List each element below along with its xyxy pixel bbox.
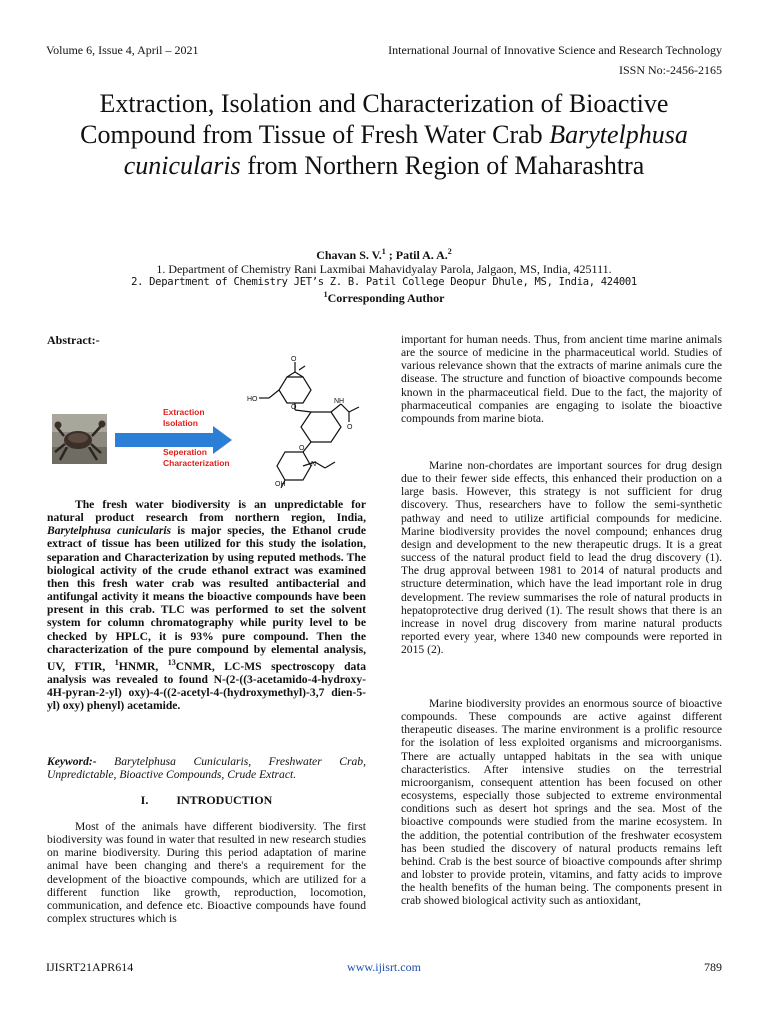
right-paragraph-3: Marine biodiversity provides an enormous source of bioactive compounds. These compounds are active against different therapeutic diseases. The marine environment is a prolific resource for the isolation of less exploited organisms and microorganisms. There are actually untapped habitats in the sea with unique characteristics. After intensive studies on the terrestrial microorganism, consequent attention has been focused on other ecosystems, especially those subjected to extreme environmental conditions such as desert hot springs and the sea. Most of the bioactive compounds were studied from the marine ecosystem. In the addition, the potential contribution of the freshwater ecosystem has been studied the discovery of natural products remains left behind. Crab is the best source of bioactive compounds after shrimp and lobster to provide protein, vitamins, and fatty acids to improve the health benefits of the human being. The components present in crab showed biological activity such as antioxidant, (401, 697, 722, 908)
crab-photo (52, 414, 107, 464)
page-number: 789 (704, 960, 722, 974)
title-part2: from Northern Region of Maharashtra (240, 151, 645, 180)
right-col-paragraph-1 (401, 333, 722, 425)
right-paragraph-1: important for human needs. Thus, from ancient time marine animals are the source of medicine in the pharmaceutical world. Studies of various relevance shown that the extracts of marine animals cure the disease. The structure and function of bioactive compounds become known in the pharmaceutical field. Due to the fact, the majority of pharmaceutical companies are engaging to isolate the bioactive compounds from marine biota. (401, 333, 722, 425)
journal-url[interactable]: www.ijisrt.com (347, 960, 421, 974)
arrow-label-characterization: Characterization (163, 458, 230, 468)
issn: ISSN No:-2456-2165 (618, 63, 722, 77)
keywords (47, 755, 366, 781)
abstract-end: CNMR, LC-MS spectroscopy data analysis was revealed to found N-(2-((3-acetamido-4-hydroxy-4H-pyran-2-yl) oxy)-4-((2-acetyl-4-(hydroxymethyl)-3,7 dien-5-yl) oxy) phenyl) acetamide. (47, 659, 366, 713)
title-species: Barytelphusa cunicularis (123, 120, 688, 180)
arrow-label-separation: Seperation (163, 447, 207, 457)
mol-nh2: N (311, 461, 317, 468)
mol-ho: HO (247, 396, 258, 403)
arrow-label-isolation: Isolation (163, 418, 198, 428)
right-col-paragraph-3 (401, 697, 722, 908)
author-2-sup: 2 (447, 247, 452, 256)
mol-o-amide: O (347, 424, 353, 431)
mol-o-link: O (299, 445, 305, 452)
keywords-label: Keyword:- (47, 755, 97, 768)
affiliation-2: 2. Department of Chemistry JET’s Z. B. Patil College Deopur Dhule, MS, India, 424001 (131, 276, 637, 288)
paper-code: IJISRT21APR614 (46, 960, 134, 974)
abstract-start: The fresh water biodiversity is an unpredictable for natural product research from northern region, India, (47, 498, 366, 525)
cnmr-sup: 13 (167, 657, 176, 667)
section-heading (47, 793, 366, 808)
right-paragraph-2: Marine non-chordates are important sources for drug design due to their fewer side effects, this enhanced their production on a large basis. However, this strategy is not sufficient for drug discovery. Thus, researchers have to follow the semi-synthetic pathway and need to utilize artificial compounds for medicine. Marine biodiversity provides the novel compound; enhances drug design and development to the new therapeutic drugs. It is a great success of the natural product field to lead the drug discovery (1). The drug approval between 1981 to 2014 of natural products and structure determination, which have the lead important role in drug development. The review summarises the role of natural products in hepatoprotective drug derived (1). The result shows that there is an increase in novel drug discovery from marine natural products reported every year, where 1340 new compounds were reported in 2015 (2). (401, 459, 722, 657)
abstract-label: Abstract:- (47, 333, 100, 347)
intro-paragraph-1: Most of the animals have different biodiversity. The first biodiversity was found in water that resulted in new research studies on marine biodiversity. During this period adaptation of marine animal have been changing and there's a requirement for the development of the bioactive compounds, which are utilized for a different function like growth, reproduction, locomotion, communication, and defence etc. Bioactive compounds have found complex structures which is (47, 820, 366, 926)
corr-text: Corresponding Author (327, 291, 445, 305)
corresponding-author (0, 290, 768, 306)
abstract-paragraph (47, 498, 366, 712)
abstract-text (47, 498, 366, 712)
mol-nh: NH (334, 398, 345, 405)
mol-o-top: O (291, 356, 297, 363)
author-1-sup: 1 (381, 247, 386, 256)
graphical-abstract (47, 352, 366, 490)
corr-sup: 1 (323, 290, 328, 299)
abstract-species: Barytelphusa cunicularis (47, 524, 172, 538)
keywords-paragraph (47, 755, 366, 781)
abstract-mid: is major species, the Ethanol crude extract of tissue has been utilized for this study the isolation, separation and Characterization by using reputed methods. The biological activity of the crude ethanol extract was examined then this fresh water crab was resulted antibacterial and antifungal activity it means the bioactive compounds have been present in this crab. TLC was performed to set the solvent system for column chromatography while purity level to be checked by HPLC, it is 93% pure compound. Then the characterization of the pure compound by elemental analysis, UV, FTIR, (47, 524, 367, 673)
right-col-paragraph-2 (401, 459, 722, 656)
section-title: INTRODUCTION (176, 793, 273, 807)
journal-name: International Journal of Innovative Science and Research Technology (388, 43, 722, 57)
keywords-text: Barytelphusa Cunicularis, Freshwater Crab, Unpredictable, Bioactive Compounds, Crude Extract. (47, 755, 366, 782)
arrow-label-extraction: Extraction (163, 407, 205, 417)
hnmr-sup: 1 (114, 657, 119, 667)
author-1: Chavan S. V. (316, 248, 382, 262)
author-2: Patil A. A. (395, 248, 448, 262)
paper-title (60, 88, 708, 181)
title-part1: Extraction, Isolation and Characterization of Bioactive Compound from Tissue of Fresh Water Crab (80, 89, 669, 149)
section-number: I. (140, 793, 149, 807)
hnmr: HNMR, (118, 659, 168, 673)
intro-text (47, 820, 366, 925)
author-sep: ; (385, 248, 396, 262)
molecule-structure (259, 362, 359, 488)
authors (0, 247, 768, 263)
mol-oh: OH (275, 481, 286, 488)
volume-issue: Volume 6, Issue 4, April – 2021 (46, 43, 199, 57)
affiliation-1: 1. Department of Chemistry Rani Laxmibai Mahavidyalay Parola, Jalgaon, MS, India, 425111. (156, 262, 612, 276)
mol-o-ring: O (291, 404, 297, 411)
